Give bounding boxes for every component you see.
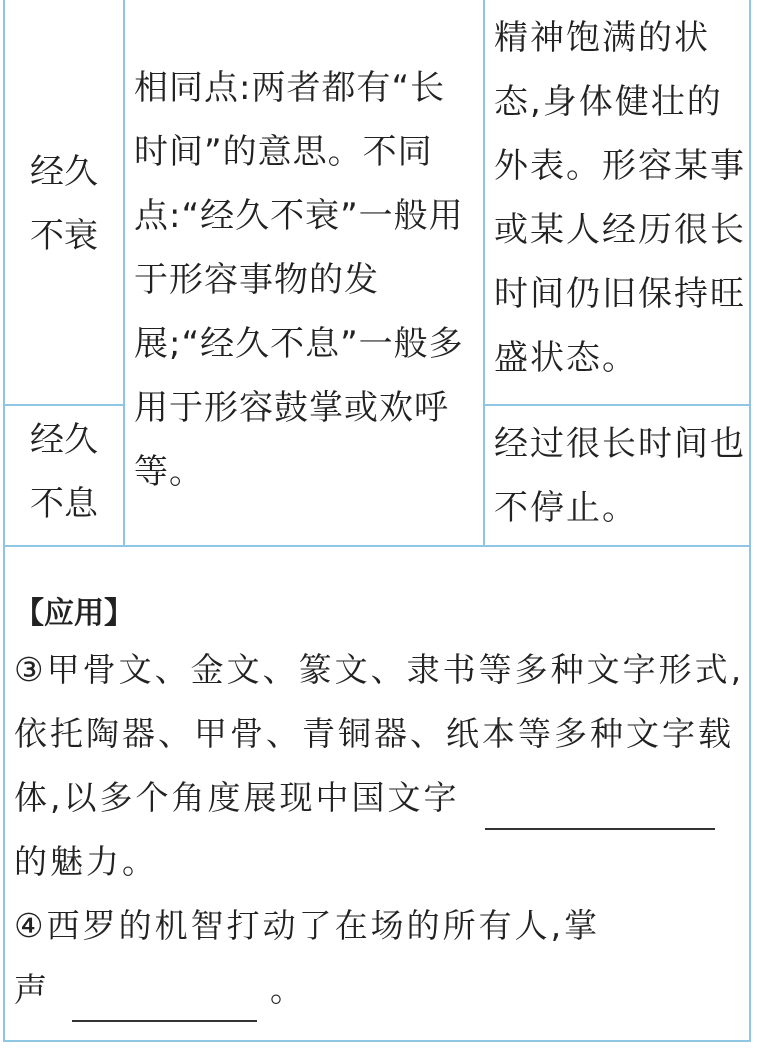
term-line: 不息 bbox=[30, 484, 98, 524]
term-line: 经久 bbox=[30, 152, 98, 192]
q3-line-3 bbox=[14, 766, 744, 830]
q4-line-2-end: 。 bbox=[270, 970, 306, 1009]
comparison-text: 相同点:两者都有“长时间”的意思。不同点:“经久不衰”一般用于形容事物的发展;“经久不息”一般多用于形容鼓掌或欢呼等。 bbox=[134, 68, 464, 492]
term-line: 不衰 bbox=[30, 216, 98, 256]
q3-line-3-text: 体,以多个角度展现中国文字 bbox=[14, 778, 460, 817]
col-divider-2 bbox=[483, 0, 485, 545]
col-divider-1 bbox=[123, 0, 125, 545]
q3-answer-blank[interactable] bbox=[485, 794, 715, 830]
meaning-jingjiu-buxi: 经过很长时间也不停止。 bbox=[494, 424, 746, 528]
q4-line-2 bbox=[14, 958, 306, 1022]
q4-line-1: ④西罗的机智打动了在场的所有人,掌 bbox=[14, 906, 601, 945]
row-divider-1-right bbox=[483, 404, 751, 406]
q4-answer-blank[interactable] bbox=[72, 986, 257, 1022]
term-jingjiu-bushuai bbox=[10, 140, 118, 268]
application-title: 【应用】 bbox=[14, 596, 134, 631]
row-divider-1-left bbox=[3, 404, 125, 406]
q3-line-4: 的魅力。 bbox=[14, 842, 158, 881]
term-jingjiu-buxi bbox=[10, 408, 118, 536]
q3-line-1: ③甲骨文、金文、篆文、隶书等多种文字形式, bbox=[14, 650, 745, 689]
q4-line-2-text: 声 bbox=[14, 970, 50, 1009]
term-line: 经久 bbox=[30, 420, 98, 460]
meaning-jingjiu-bushuai: 精神饱满的状态,身体健壮的外表。形容某事或某人经历很长时间仍旧保持旺盛状态。 bbox=[494, 18, 746, 378]
q3-line-2: 依托陶器、甲骨、青铜器、纸本等多种文字载 bbox=[14, 714, 734, 753]
table-bottom-line bbox=[3, 545, 751, 547]
